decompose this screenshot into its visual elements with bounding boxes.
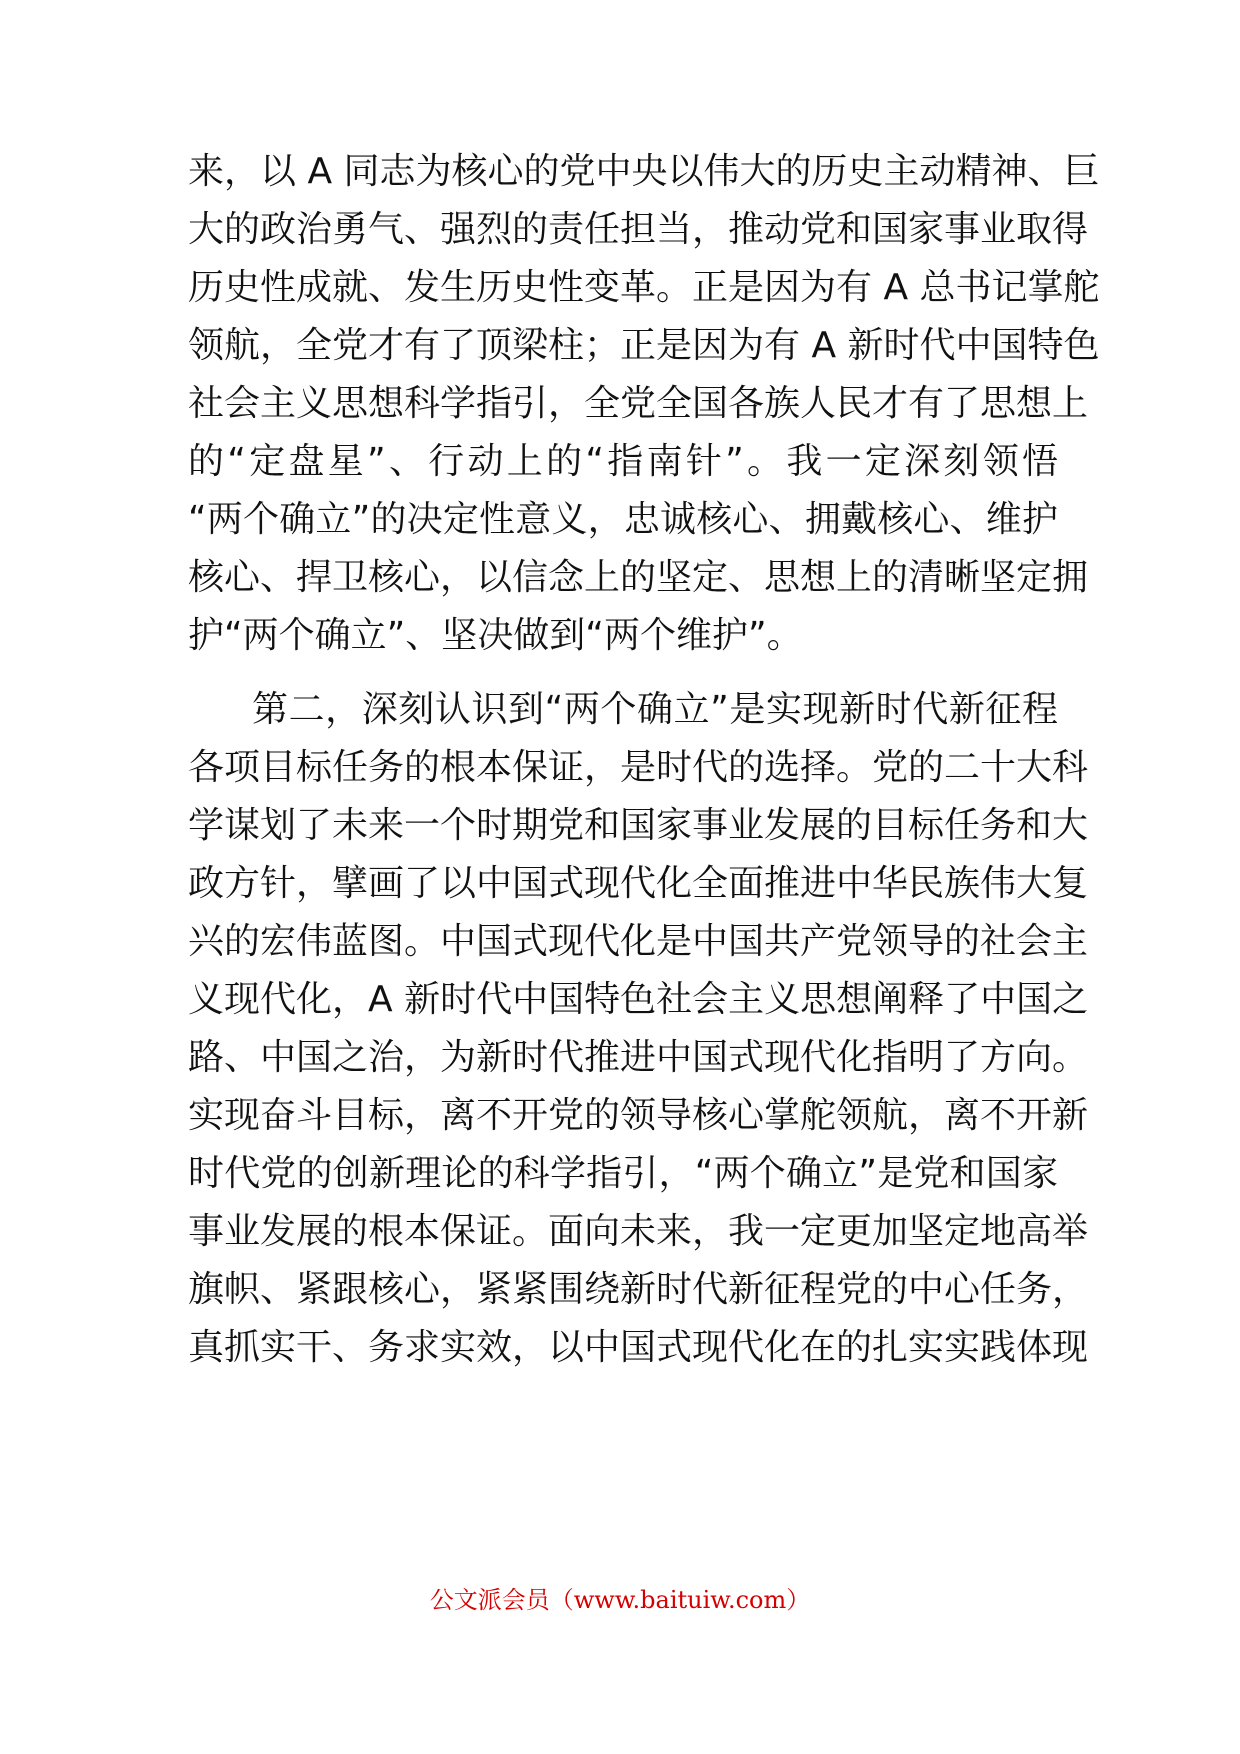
text-line: “两个确立”的决定性意义，忠诚核心、拥戴核心、维护 xyxy=(188,499,1058,540)
text-line: 义现代化，A 新时代中国特色社会主义思想阐释了中国之 xyxy=(188,979,1089,1020)
text-line: 社会主义思想科学指引，全党全国各族人民才有了思想上 xyxy=(188,383,1089,424)
paragraph-end-line: 护“两个确立”、坚决做到“两个维护”。 xyxy=(188,615,803,656)
text-line: 历史性成就、发生历史性变革。正是因为有 A 总书记掌舵 xyxy=(188,267,1100,308)
text-line: 兴的宏伟蓝图。中国式现代化是中国共产党领导的社会主 xyxy=(188,921,1089,962)
text-line: 学谋划了未来一个时期党和国家事业发展的目标任务和大 xyxy=(188,805,1089,846)
text-line: 核心、捍卫核心，以信念上的坚定、思想上的清晰坚定拥 xyxy=(188,557,1089,598)
text-line: 旗帜、紧跟核心，紧紧围绕新时代新征程党的中心任务， xyxy=(188,1269,1089,1310)
text-line: 事业发展的根本保证。面向未来，我一定更加坚定地高举 xyxy=(188,1211,1089,1252)
paragraph-start-line: 第二，深刻认识到“两个确立”是实现新时代新征程 xyxy=(252,689,1058,730)
text-line: 时代党的创新理论的科学指引，“两个确立”是党和国家 xyxy=(188,1153,1058,1194)
text-line: 路、中国之治，为新时代推进中国式现代化指明了方向。 xyxy=(188,1037,1089,1078)
text-line: 来，以 A 同志为核心的党中央以伟大的历史主动精神、巨 xyxy=(188,151,1100,192)
text-line: 真抓实干、务求实效，以中国式现代化在的扎实实践体现 xyxy=(188,1327,1089,1368)
text-line: 大的政治勇气、强烈的责任担当，推动党和国家事业取得 xyxy=(188,209,1089,250)
text-line: 政方针，擘画了以中国式现代化全面推进中华民族伟大复 xyxy=(188,863,1089,904)
text-line: 的“定盘星”、行动上的“指南针”。我一定深刻领悟 xyxy=(188,441,1058,482)
text-line: 实现奋斗目标，离不开党的领导核心掌舵领航，离不开新 xyxy=(188,1095,1089,1136)
footer-watermark: 公文派会员（www.baituiw.com） xyxy=(429,1586,811,1614)
text-line: 领航，全党才有了顶梁柱；正是因为有 A 新时代中国特色 xyxy=(188,325,1100,366)
text-line: 各项目标任务的根本保证，是时代的选择。党的二十大科 xyxy=(188,747,1089,788)
